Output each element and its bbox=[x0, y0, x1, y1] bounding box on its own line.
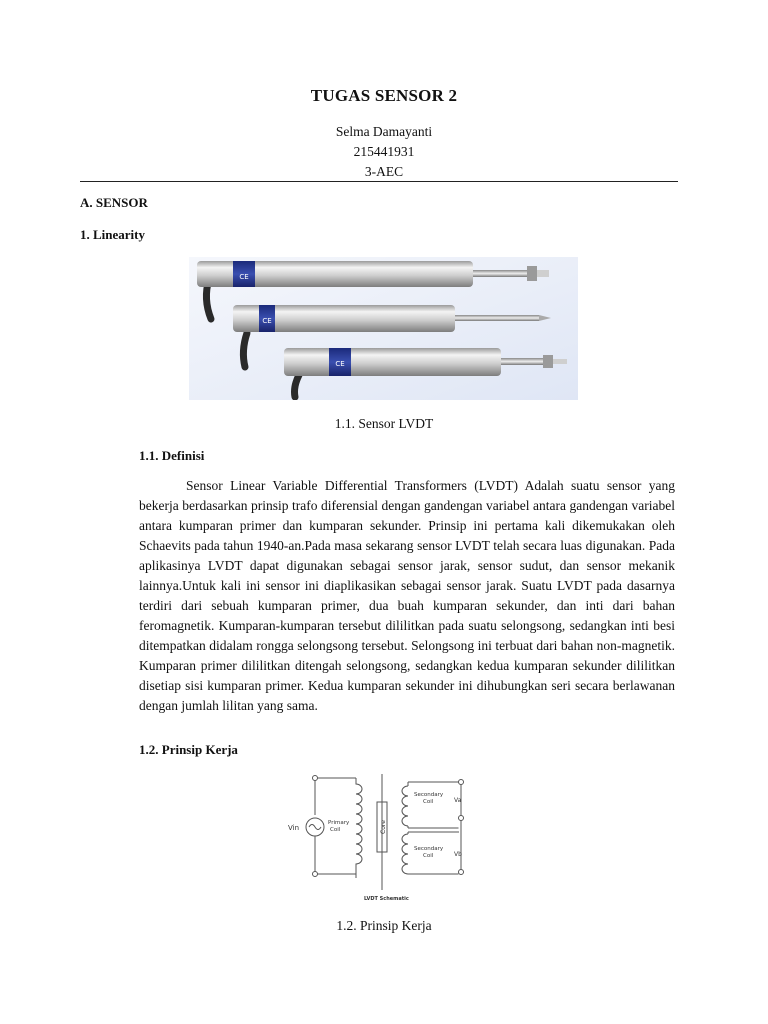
section-heading: A. SENSOR bbox=[80, 195, 148, 210]
vb-label: Vb bbox=[454, 851, 462, 858]
primary-coil-label-line1: Primary bbox=[328, 820, 350, 826]
va-label: Va bbox=[454, 797, 462, 804]
figure-2-caption: 1.2. Prinsip Kerja bbox=[336, 918, 432, 933]
lvdt-schematic bbox=[284, 772, 474, 904]
schematic-title: LVDT Schematic bbox=[364, 896, 409, 902]
secondary-coil-b-label-line1: Secondary bbox=[414, 846, 444, 852]
student-id: 215441931 bbox=[353, 144, 415, 159]
author-block bbox=[0, 122, 768, 182]
core-label: Core bbox=[380, 820, 387, 834]
document-title: TUGAS SENSOR 2 bbox=[310, 86, 458, 105]
secondary-coil-b-label-line2: Coil bbox=[423, 853, 434, 859]
svg-text:CE: CE bbox=[239, 273, 249, 281]
lvdt-sensor-photo bbox=[189, 257, 578, 400]
header-divider bbox=[80, 181, 678, 182]
working-principle-heading: 1.2. Prinsip Kerja bbox=[139, 742, 238, 757]
vin-label: Vin bbox=[288, 824, 300, 832]
svg-text:CE: CE bbox=[335, 360, 345, 368]
secondary-coil-a-label-line2: Coil bbox=[423, 799, 434, 805]
lvdt-sensor-illustration bbox=[189, 257, 578, 400]
figure-1-caption: 1.1. Sensor LVDT bbox=[334, 416, 434, 431]
sub-heading-linearity: 1. Linearity bbox=[80, 227, 145, 242]
author-name: Selma Damayanti bbox=[335, 124, 433, 139]
secondary-coil-a-label-line1: Secondary bbox=[414, 792, 444, 798]
lvdt-schematic-diagram bbox=[284, 772, 474, 904]
definition-paragraph: Sensor Linear Variable Differential Transformers (LVDT) Adalah suatu sensor yang bekerja berdasarkan prinsip trafo diferensial dengan gandengan variabel antara gandengan variabel antara kumparan primer dan kumparan sekunder. Prinsip ini pertama kali dikemukakan oleh Schaevits pada tahun 1940-an.Pada masa sekarang sensor LVDT telah secara luas digunakan. Pada aplikasinya LVDT dapat digunakan sebagai sensor jarak, sensor sudut, dan sensor mekanik lainnya.Untuk kali ini sensor ini diaplikasikan sebagai sensor jarak. Suatu LVDT pada dasarnya terdiri dari sebuah kumparan primer, dua buah kumparan sekunder, dan inti dari bahan feromagnetik. Kumparan-kumparan tersebut dililitkan pada suatu selongsong, sedangkan inti besi ditempatkan didalam rongga selongsong tersebut. Selongsong ini terbuat dari bahan non-magnetik. Kumparan primer dililitkan ditengah selongsong, sedangkan kedua kumparan sekunder dililitkan disetiap sisi kumparan primer. Kedua kumparan sekunder ini dihubungkan seri secara berlawanan dengan jumlah lilitan yang sama. bbox=[139, 478, 675, 713]
svg-text:CE: CE bbox=[262, 317, 272, 325]
primary-coil-label-line2: Coil bbox=[330, 827, 341, 833]
definition-heading: 1.1. Definisi bbox=[139, 448, 205, 463]
class-name: 3-AEC bbox=[364, 164, 404, 179]
